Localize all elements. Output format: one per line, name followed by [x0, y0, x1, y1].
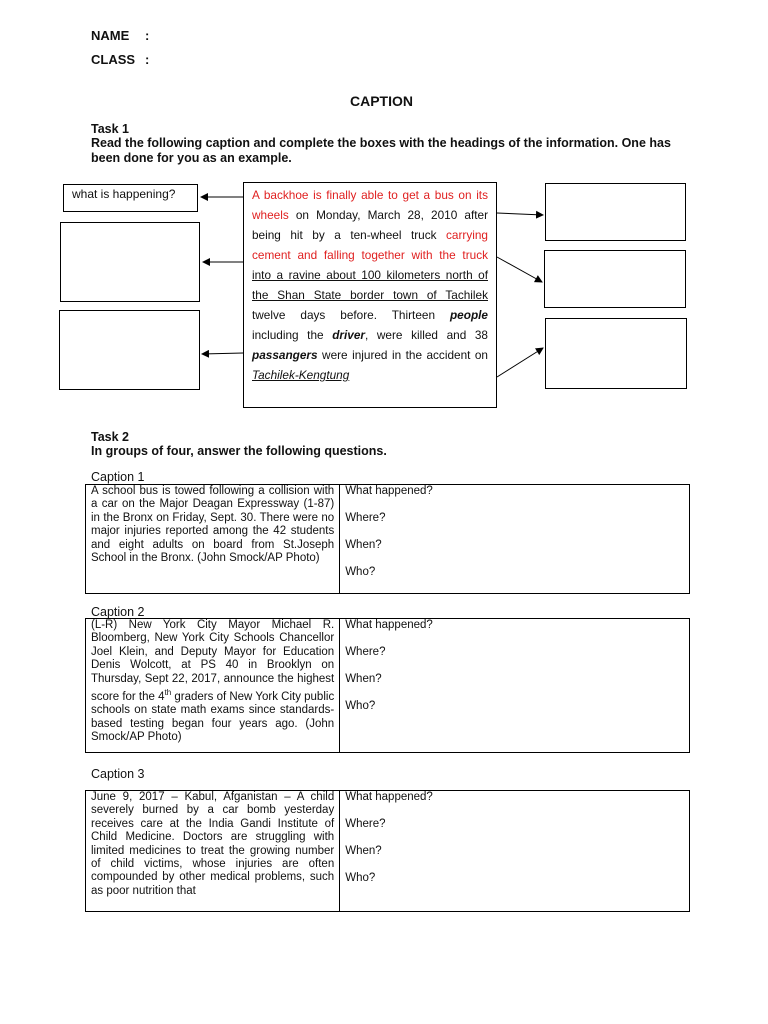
arrow-to-left-3	[202, 353, 243, 354]
caption-2-text: (L-R) New York City Mayor Michael R. Bloomberg, New York City Schools Chancellor Joel Klein, and Deputy Mayor for Education Denis Wolcott, at PS 40 in Brooklyn on Thursday, Sept 22, 2017, announce the highest score for the 4th graders of New York City public schools on state math exams since standards-based testing began four years ago. (John Smock/AP Photo)	[86, 619, 340, 753]
answer-box-left-2[interactable]	[60, 222, 200, 302]
question-where: Where?	[345, 512, 386, 524]
answer-box-right-3[interactable]	[545, 318, 687, 389]
answer-box-right-2[interactable]	[544, 250, 686, 308]
task2-heading: Task 2	[91, 430, 129, 444]
caption-1-answers[interactable]	[340, 485, 690, 594]
caption-1-label: Caption 1	[91, 470, 145, 484]
answer-box-right-1[interactable]	[545, 183, 686, 241]
example-caption-box	[243, 182, 497, 408]
question-what: What happened?	[345, 791, 433, 803]
caption-1-table	[85, 484, 690, 594]
arrow-to-right-2	[497, 257, 542, 282]
answer-box-left-3[interactable]	[59, 310, 200, 390]
question-when: When?	[345, 673, 382, 685]
question-when: When?	[345, 539, 382, 551]
question-who: Who?	[345, 700, 376, 712]
question-who: Who?	[345, 566, 376, 578]
page-title: CAPTION	[350, 93, 413, 109]
caption-3-text: June 9, 2017 – Kabul, Afganistan – A child severely burned by a car bomb yesterday receives care at the India Gandi Institute of Child Medicine. Doctors are struggling with limited medicines to treat the growing number of child victims, whose injuries are often compounded by other medical problems, such as poor nutrition that	[86, 791, 340, 912]
caption-2-table	[85, 618, 690, 753]
question-where: Where?	[345, 818, 386, 830]
question-who: Who?	[345, 872, 376, 884]
question-where: Where?	[345, 646, 386, 658]
caption-3-answers[interactable]	[340, 791, 690, 912]
question-what: What happened?	[345, 619, 433, 631]
class-colon: :	[145, 52, 150, 67]
caption-3-table	[85, 790, 690, 912]
caption-2-label: Caption 2	[91, 605, 145, 619]
caption-1-text: A school bus is towed following a collision with a car on the Major Deagan Expressway (1-87) in the Bronx on Friday, Sept. 30. There were no major injuries reported among the 42 students and eight adults on board from St.Joseph School in the Bronx. (John Smock/AP Photo)	[86, 485, 340, 594]
example-heading-text: what is happening?	[72, 187, 176, 201]
caption-3-label: Caption 3	[91, 767, 145, 781]
question-when: When?	[345, 845, 382, 857]
arrow-to-right-1	[497, 213, 543, 215]
task1-instruction: Read the following caption and complete the boxes with the headings of the information. One has been done for you as an example.	[91, 136, 671, 165]
arrow-to-right-3	[497, 348, 543, 377]
example-caption-text: A backhoe is finally able to get a bus on its wheels on Monday, March 28, 2010 after being hit by a ten-wheel truck carrying cement and falling together with the truck into a ravine about 100 kilometers north of the Shan State border town of Tachilek twelve days before. Thirteen people including the driver, were killed and 38 passangers were injured in the accident on Tachilek-Kengtung	[252, 188, 488, 382]
task1-heading: Task 1	[91, 122, 129, 136]
question-what: What happened?	[345, 485, 433, 497]
task2-instruction: In groups of four, answer the following questions.	[91, 444, 387, 458]
name-colon: :	[145, 28, 150, 43]
caption-2-answers[interactable]	[340, 619, 690, 753]
class-label: CLASS	[91, 52, 136, 67]
example-heading-box	[63, 184, 198, 212]
name-label: NAME	[91, 28, 130, 43]
